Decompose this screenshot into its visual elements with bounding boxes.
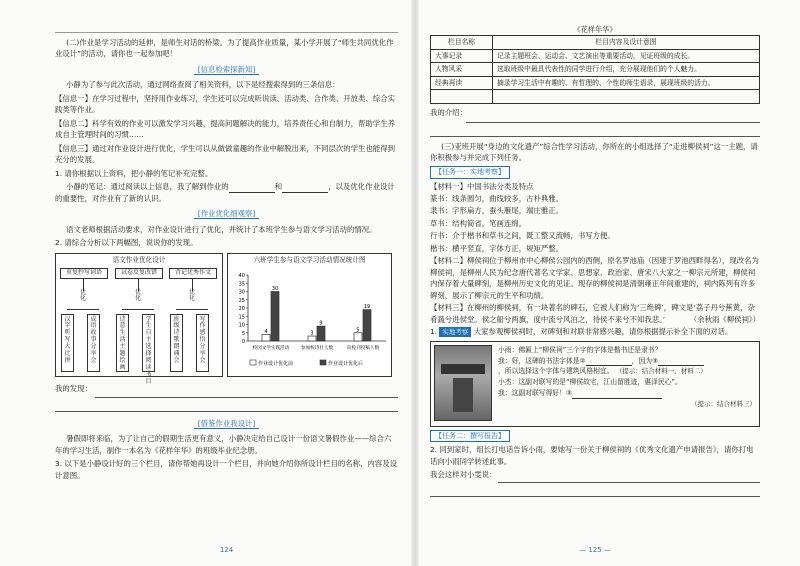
task-1-tag: 【任务一：实地考察】	[430, 166, 760, 179]
question-2: 2. 请综合分析以下两幅图，说说你的发现。	[55, 238, 198, 248]
y-tick-label: 5	[241, 330, 245, 337]
chart-title: 六班学生参与语文学习活动情况统计图	[253, 255, 366, 264]
data-label: 3	[310, 330, 314, 337]
diagram-top-box-2: 试卷反复改错	[115, 268, 163, 279]
table-row: 经典再读 摘录学习生活中有趣的、有哲理的、个性的师生语录，展现班级的活力。	[431, 76, 760, 90]
diagram-bottom-box-1: 汉字听写大比拼	[61, 314, 74, 372]
lead-paragraph: 小静为了参与此次活动，通过网络查阅了相关资料，以下是经搜索得到的三条信息：	[66, 80, 340, 90]
info-one: 【信息一】在学习过程中，坚持用作业练习，学生还可以完成听说读、活动类、合作类、开放类、综合实践类等作业。	[55, 93, 395, 115]
diagram-top-box-1: 重复抄写词语	[60, 268, 108, 279]
table-header-content: 栏目内容及设计意图	[493, 36, 760, 50]
material-2: 【材料二】柳侯祠位于柳州市中心柳侯公园内的西侧，原名罗池庙（因建于罗池西畔得名），现改名为柳侯祠，是柳州人民为纪念唐代著名文学家、思想家、政治家、唐宋八大家之一柳宗元所建，柳侯祠内保存着大量碑刻，是柳州历史文化的见证。现存的柳侯祠是清朝雍正年间重建的，祠内陈列有许多碑刻，展示了柳宗元的生平和功绩。	[430, 256, 759, 300]
y-tick-label: 10	[238, 322, 245, 329]
finding-answer-line-2[interactable]	[55, 400, 398, 412]
dialog-text	[492, 345, 756, 423]
y-tick-label: 35	[238, 280, 245, 287]
data-label: 9	[319, 320, 323, 327]
finding-row: 我的发现：	[55, 383, 92, 393]
dialog-xiaojie: 小杰：这副对联写的是“柳侯故宅，江山留胜迹，惠泽民心”。	[498, 378, 682, 387]
legend-label: 作业设计优化前	[258, 360, 294, 367]
answer-blank-1[interactable]	[229, 184, 275, 193]
info-three: 【信息三】通过对作业设计进行优化，学生可以从做做童趣的作业中解脱出来，不同层次的学生也能得到充分的发展。	[55, 143, 395, 165]
y-tick-label: 30	[238, 289, 245, 296]
page-number-left: 124	[219, 546, 234, 555]
answer-blank-style[interactable]	[586, 357, 632, 366]
finding-answer-line[interactable]	[95, 386, 398, 398]
table-row-blank[interactable]	[431, 90, 760, 104]
answer-label: 我会这样对小雯说：	[430, 470, 497, 480]
y-tick-label: 25	[238, 297, 245, 304]
page-number-right: — 125 —	[579, 546, 611, 555]
question-2-right: 2. 同到家时，组长打电话告诉小雨，要她写一份关于柳侯祠的《优秀文化遗产申请报告》，请你打电话向小雨同学转述此事。	[430, 445, 754, 466]
table-header-name: 栏目名称	[431, 36, 493, 50]
bar	[317, 326, 325, 341]
diagram-top-box-3: 背记优秀作文	[169, 268, 217, 279]
y-tick-label: 40	[238, 272, 245, 279]
bar	[363, 309, 371, 340]
style-kai: 楷书：横平竖直，字体方正，规矩严整。	[430, 243, 564, 253]
bar	[271, 291, 279, 341]
intro-answer-line[interactable]	[466, 111, 760, 123]
intro-paragraph: (二)作业是学习活动的延伸，是师生对话的桥梁。为了提高作业质量，某小学开展了“师生共同优化作业设计”的活动，请你也一起参加吧！	[55, 38, 394, 59]
dialog-box	[430, 341, 760, 427]
dialog-wo-1: 我：好，这碑的书法字体是② ，因为③	[498, 356, 756, 367]
bar	[262, 334, 270, 341]
style-xing: 行书：介于楷书和草书之间，既工整又流畅，书写方便。	[430, 231, 615, 241]
intro-answer-line-2[interactable]	[430, 125, 760, 137]
material-1: 【材料一】中国书法分类及特点	[430, 181, 534, 191]
info-two: 【信息二】科学有效的作业可以激发学习兴趣，提高问题解决的能力，培养责任心和自制力，帮助学生养成自主管理时间的习惯……	[55, 118, 395, 140]
legend-swatch	[320, 360, 326, 365]
diagram-bottom-box-5: 班级诗歌朗诵会	[170, 314, 183, 372]
diagram-bottom-box-4: 学生自主选择阅读书目	[142, 314, 155, 372]
section-tag-observe: [作业优化细观察]	[55, 208, 398, 219]
answer-blank-couplet[interactable]	[572, 390, 662, 399]
answer-line-1[interactable]	[498, 471, 760, 483]
diagram-bottom-box-2: 成语故事分享会	[87, 314, 100, 372]
gutter	[411, 0, 419, 566]
optimize-label-2: 优 化	[134, 288, 141, 303]
table-title: 《花样年华》	[573, 25, 617, 34]
dialog-wo-2: 我：这副对联写得好！③	[498, 388, 756, 399]
lead-paragraph-2: 语文老师根据活动要求，对作业设计进行了优化，并统计了本班学生参与语文学习活动的情况。	[66, 224, 377, 234]
dialog-hint-2: （提示：结合材料三）	[691, 400, 756, 408]
question-1-right: 1. 实地考察 大家参观柳侯祠时，对碑刻和对联非常感兴趣，请你根据提示补全下面的对话。	[430, 327, 733, 337]
dialog-xiaoyu: 小雨：佛匾上“柳侯祠”三个字的字体是楷书还是隶书？	[498, 345, 662, 354]
data-label: 5	[356, 326, 360, 333]
y-tick-label: 20	[238, 305, 245, 312]
column-table	[430, 35, 760, 104]
chart-svg	[228, 265, 391, 373]
category-label: 校园文学实践活动	[252, 345, 290, 351]
task-2-tag: 【任务二：撰写报告】	[430, 430, 760, 443]
table-row: 大事记录 记录主题班会、运动会、文艺演出等重要活动，见证班级的成长。	[431, 49, 760, 63]
question-1: 1. 请你根据以上资料，把小静的笔记补充完整。	[55, 168, 213, 178]
answer-line-2[interactable]	[430, 485, 760, 497]
style-zhuan: 篆书：线条圆匀，曲线较多，古朴典雅。	[430, 194, 564, 203]
optimize-label-3: 优 化	[188, 288, 195, 303]
table-row: 人物风采 选取班级中最具代表性的同学进行介绍，充分展现他们的个人魅力。	[431, 63, 760, 77]
question-3: 3. 以下是小静设计好的三个栏目，请你帮她再设计一个栏目，并向她介绍你所设计栏目的名称、内容及设计意图。	[55, 459, 397, 480]
diagram-bottom-box-6: 写作感悟分享会	[196, 314, 209, 372]
dialog-wo-1c: ，所以选择这个字体与建筑风格相宜。 （提示：结合材料一、材料二）	[498, 367, 707, 376]
category-label: 向校刊投稿人数	[346, 345, 380, 351]
y-tick-label: 15	[238, 313, 245, 320]
data-label: 19	[363, 303, 371, 310]
diagram-title: 语文作业优化设计	[112, 255, 166, 264]
top-rule	[55, 32, 398, 33]
left-page	[55, 24, 398, 555]
intro-label: 我的介绍：	[430, 108, 467, 118]
material-3: 【材料三】在柳州的柳侯祠，有一块著名的碑石，它被人们称为‘三绝碑’，碑文是‘荔子丹兮蕉黄，杂肴蔬兮进侯堂。侯之船兮两旗，度中流兮风泊之，待侯不来兮不知我悲。’ （余秋雨《柳侯祠》）	[430, 303, 760, 324]
diagram-bottom-box-3: 诗意生活主题绘画	[116, 314, 129, 372]
question-1-note: 小静的笔记：通过阅读以上信息，我了解到作业的 和 ，以及优化作业设计的重要性，对作业有了新的认识。	[55, 182, 395, 203]
section-tag-info: [信息检索探新知]	[55, 64, 398, 75]
part3-intro: (三)亚班开展“身边的文化遗产”综合性学习活动，你所在的小组选择了“走进柳侯祠”这一主题，请你积极参与并完成下列任务。	[430, 141, 758, 163]
figures	[55, 253, 398, 385]
legend-swatch	[250, 360, 256, 365]
style-li: 隶书：字形扁方，蚕头雁尾，端庄雅正。	[430, 206, 564, 216]
data-label: 4	[264, 328, 268, 335]
y-tick-label: 0	[241, 338, 245, 345]
optimize-label-1: 优 化	[79, 288, 86, 303]
data-label: 30	[271, 285, 279, 292]
style-cao: 草书：结构简省，笔画连绵。	[430, 218, 527, 228]
bar	[308, 336, 316, 341]
answer-blank-2[interactable]	[282, 184, 328, 193]
right-page	[430, 24, 760, 555]
participation-chart	[227, 253, 392, 377]
optimization-diagram	[55, 253, 223, 385]
legend-label: 作业设计优化后	[328, 360, 364, 367]
section-tag-design: [借鉴作业我设计]	[55, 418, 398, 429]
category-label: 参加校诗社人数	[300, 345, 334, 351]
bar	[354, 332, 362, 340]
lead-paragraph-3: 暑假即将来临，为了让自己的假期生活更有意义，小静决定给自己设计一份语文暑假作业——综合六年的学习生活，制作一本名为《花样年华》的班级毕业纪念册。	[55, 434, 392, 455]
answer-blank-reason[interactable]	[658, 357, 704, 366]
temple-photo	[434, 345, 492, 421]
